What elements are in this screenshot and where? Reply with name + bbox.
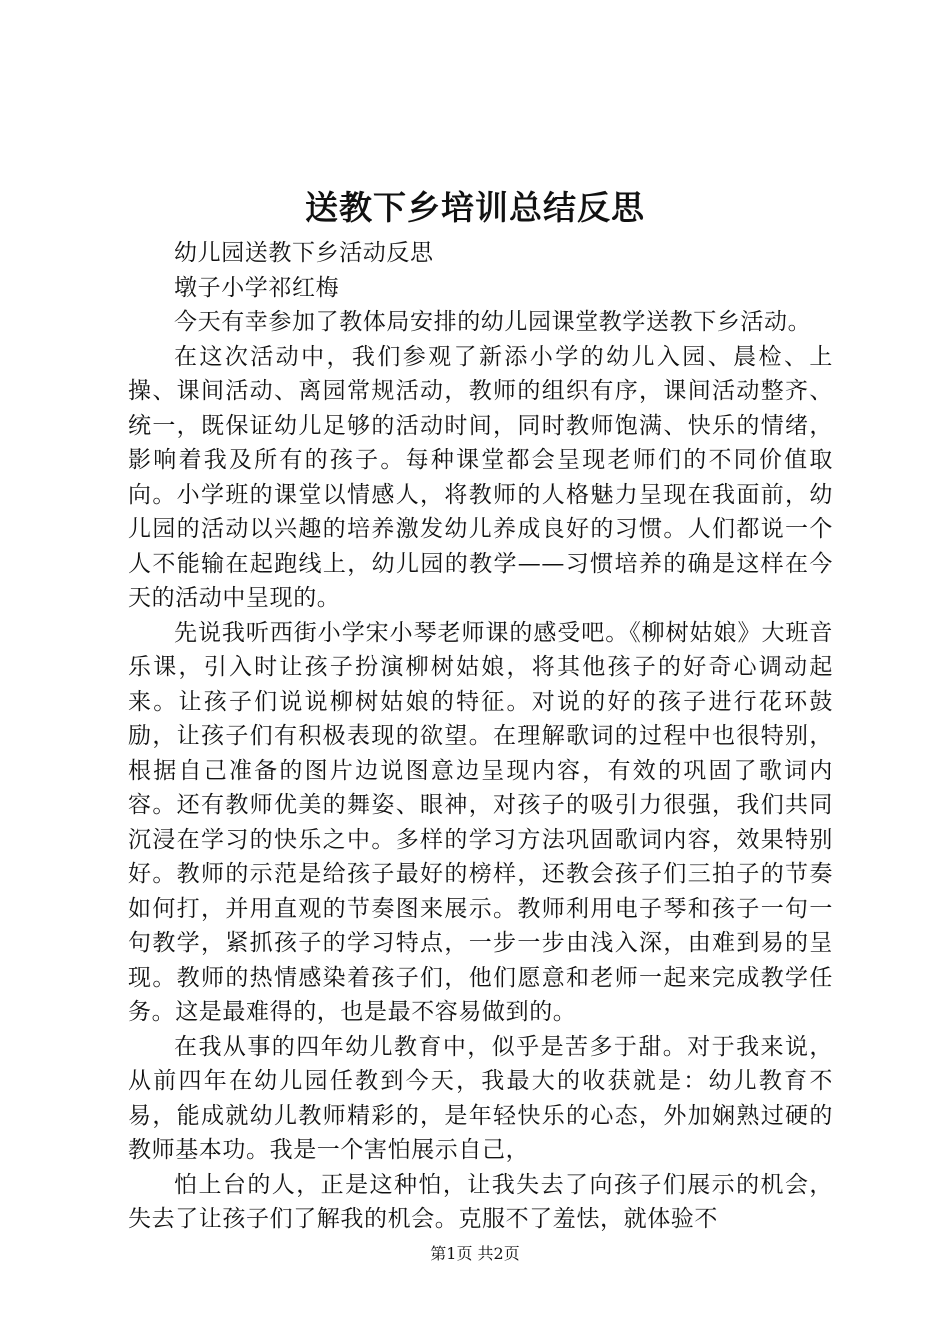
author-paragraph: 墩子小学祁红梅 — [174, 274, 340, 301]
subtitle-paragraph: 幼儿园送教下乡活动反思 — [174, 240, 434, 266]
body-paragraph: 在这次活动中，我们参观了新添小学的幼儿入园、晨检、上操、课间活动、离园常规活动，教师的组织有序，课间活动整齐、统一，既保证幼儿足够的活动时间，同时教师饱满、快乐的情绪，影响着我及所有的孩子。每种课堂都会呈现老师们的不同价值取向。小学班的课堂以情感人，将教师的人格魅力呈现在我面前，幼儿园的活动以兴趣的培养激发幼儿养成良好的习惯。人们都说一个人不能输在起跑线上，幼儿园的教学——习惯培养的确是这样在今天的活动中呈现的。 — [128, 343, 833, 611]
page-footer: 第1页 共2页 — [430, 1244, 520, 1263]
document-title: 送教下乡培训总结反思 — [305, 188, 645, 227]
body-paragraph: 先说我听西街小学宋小琴老师课的感受吧。《柳树姑娘》大班音乐课，引入时让孩子扮演柳树姑娘，将其他孩子的好奇心调动起来。让孩子们说说柳树姑娘的特征。对说的好的孩子进行花环鼓励，让孩子们有积极表现的欲望。在理解歌词的过程中也很特别，根据自己准备的图片边说图意边呈现内容，有效的巩固了歌词内容。还有教师优美的舞姿、眼神，对孩子的吸引力很强，我们共同沉浸在学习的快乐之中。多样的学习方法巩固歌词内容，效果特别好。教师的示范是给孩子最好的榜样，还教会孩子们三拍子的节奏如何打，并用直观的节奏图来展示。教师利用电子琴和孩子一句一句教学，紧抓孩子的学习特点，一步一步由浅入深，由难到易的呈现。教师的热情感染着孩子们，他们愿意和老师一起来完成教学任务。这是最难得的，也是最不容易做到的。 — [128, 619, 833, 1025]
document-body — [128, 236, 833, 1237]
body-paragraph: 怕上台的人，正是这种怕，让我失去了向孩子们展示的机会，失去了让孩子们了解我的机会。克服不了羞怯，就体验不 — [128, 1171, 833, 1232]
intro-paragraph: 今天有幸参加了教体局安排的幼儿园课堂教学送教下乡活动。 — [174, 309, 812, 335]
body-paragraph: 在我从事的四年幼儿教育中，似乎是苦多于甜。对于我来说，从前四年在幼儿园任教到今天，我最大的收获就是：幼儿教育不易，能成就幼儿教师精彩的，是年轻快乐的心态，外加娴熟过硬的教师基本功。我是一个害怕展示自己， — [128, 1033, 833, 1163]
